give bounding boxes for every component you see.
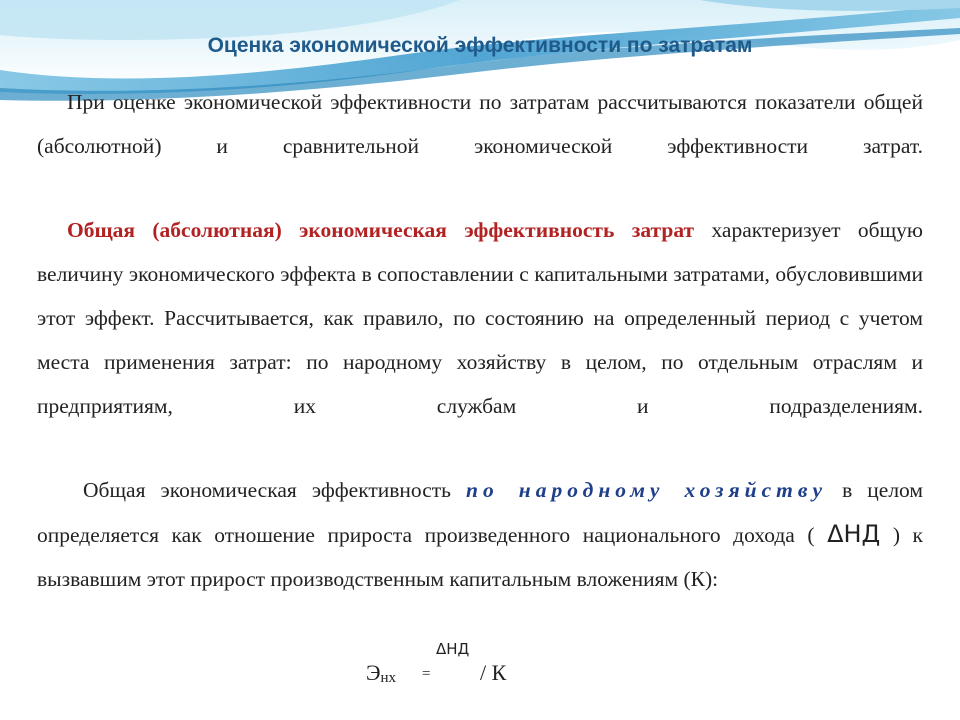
formula-e: Э xyxy=(366,660,381,685)
efficiency-formula xyxy=(366,640,566,700)
formula-divider: / К xyxy=(480,660,507,685)
absolute-efficiency-term: Общая (абсолютная) экономическая эффективность затрат xyxy=(67,218,695,242)
formula-lhs xyxy=(366,660,396,686)
formula-equals: = xyxy=(422,666,431,682)
absolute-efficiency-text: характеризует общую величину экономического эффекта в сопоставлении с капитальными затратами, обусловившими этот эффект. Рассчитывается, как правило, по состоянию на определенный период с учетом места применения затрат: по народному хозяйству в целом, по отдельным отраслям и предприятиям, их службам и подразделениям. xyxy=(37,218,923,418)
formula-subscript: нх xyxy=(380,670,397,686)
national-economy-text-2: ) к вызвавшим этот прирост производственным капитальным вложениям (К): xyxy=(37,523,923,591)
intro-text: При оценке экономической эффективности по затратам рассчитываются показатели общей (абсолютной) и сравнительной экономической эффективности затрат. xyxy=(37,90,923,158)
absolute-efficiency-paragraph xyxy=(37,208,923,428)
intro-paragraph xyxy=(37,80,923,168)
national-economy-lead: Общая экономическая эффективность xyxy=(83,478,451,502)
national-economy-paragraph xyxy=(37,468,923,601)
formula-numerator: ΔНД xyxy=(436,640,470,658)
delta-nd-symbol: ΔНД xyxy=(827,520,881,548)
national-economy-text-1: в целом определяется как отношение прироста произведенного национального дохода ( xyxy=(37,478,923,547)
national-economy-emphasis: по народному хозяйству xyxy=(466,478,828,502)
slide-title: Оценка экономической эффективности по затратам xyxy=(207,34,753,57)
